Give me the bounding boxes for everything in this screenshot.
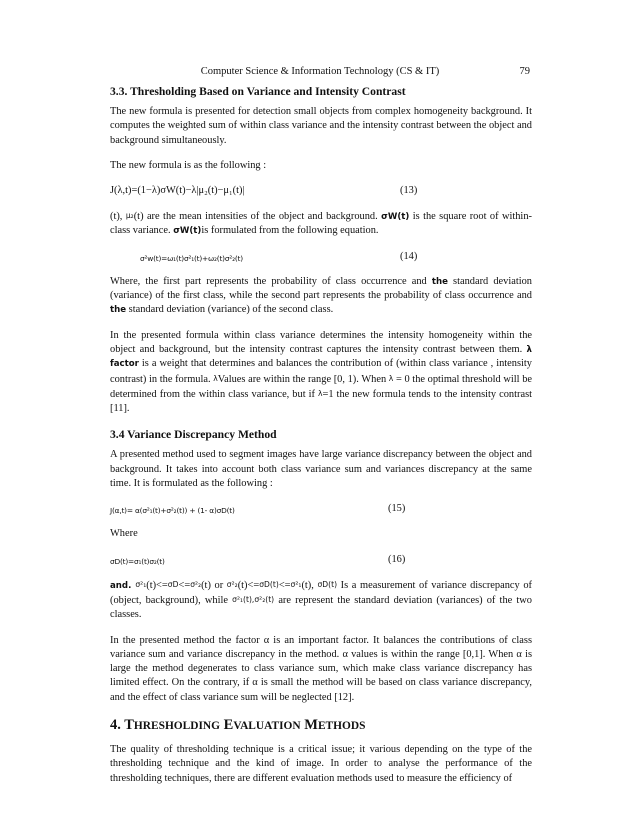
- section-3-4-heading: 3.4 Variance Discrepancy Method: [110, 428, 277, 442]
- sigma-w-symbol: σW(t): [173, 226, 202, 237]
- page-body: [110, 84, 532, 797]
- text-run: Is a measurement of variance discrepancy of (object, background), while: [110, 579, 532, 606]
- and-label: and.: [110, 580, 136, 591]
- section-3-3-paragraph-2: The new formula is as the following :: [110, 159, 267, 171]
- text-run: (t),: [110, 211, 126, 223]
- text-run: are represent the standard deviation (variances) of the two classes.: [110, 594, 532, 621]
- section-3-3-paragraph-1: The new formula is presented for detection small objects from complex homogeneity background. It computes the weighted sum of within class variance and the intensity contrast between the object and background simultaneously.: [110, 106, 532, 146]
- equation-16-formula: σD(t)=σ₁(t)σ₂(t): [110, 556, 165, 566]
- text-run: (t) or: [201, 579, 227, 591]
- equation-15-formula: J(α,t)= α(σ²₁(t)+σ²₂(t)) + (1- α)σD(t): [110, 506, 235, 516]
- equation-13-number: (13): [400, 185, 418, 197]
- equation-15: [110, 502, 532, 518]
- heading-cap: M: [300, 717, 318, 734]
- section-3-3-paragraph-5: [110, 329, 532, 417]
- section-3-3-paragraph-3: [110, 209, 532, 239]
- section-number: 4.: [110, 717, 125, 734]
- sigma-d-t-symbol: σD(t): [317, 579, 338, 589]
- lambda-symbol: λ: [388, 373, 394, 383]
- text-run: is a weight that determines and balances the contribution of (within class variance , intensity contrast) in the formula.: [110, 358, 532, 385]
- equation-16-number: (16): [388, 553, 406, 565]
- section-3-4-paragraph-2: [110, 578, 532, 623]
- equation-14-number: (14): [400, 250, 418, 262]
- heading-cap: E: [220, 717, 234, 734]
- text-run: (t),: [301, 579, 318, 591]
- equation-14-formula: σ²w(t)=ω₁(t)σ²₁(t)+ω₂(t)σ²₂(t): [140, 253, 243, 263]
- lambda-factor-symbol: λ factor: [110, 344, 532, 370]
- the-symbol: the: [110, 305, 127, 316]
- heading-cap: T: [124, 717, 134, 734]
- text-run: is formulated from the following equation.: [201, 225, 379, 237]
- text-run: (t)<=: [146, 579, 168, 591]
- section-3-3-heading: 3.3. Thresholding Based on Variance and Intensity Contrast: [110, 85, 406, 98]
- text-run: Values are within the range [0, 1). When: [217, 373, 389, 385]
- journal-title: Computer Science & Information Technology (CS & IT): [200, 66, 440, 77]
- equation-14: [110, 250, 532, 266]
- text-run: standard deviation (variance) of the first class, while the second part represents the probability of class occurrence and: [110, 275, 532, 302]
- sigma2-squared-symbol: σ²₂: [190, 579, 202, 589]
- sigma-d-symbol: σD: [167, 579, 179, 589]
- equation-16: [110, 553, 532, 569]
- equation-13: [110, 184, 532, 200]
- text-run: <=: [278, 579, 291, 591]
- sigma-d-t-symbol: σD(t): [259, 579, 279, 589]
- sigma2-squared-symbol: σ²₂: [226, 579, 238, 589]
- section-4-paragraph-1: The quality of thresholding technique is a critical issue; it various depending on the type of the thresholding technique and the kind of image. In order to analyse the performance of the thresholding techniques, there are different evaluation methods used to measure the efficiency of: [110, 744, 532, 784]
- text-run: standard deviation (variance) of the second class.: [126, 304, 334, 316]
- section-4-heading: [110, 716, 532, 735]
- the-symbol: the: [431, 276, 448, 287]
- section-3-4-paragraph-1: A presented method used to segment images have large variance discrepancy between the object and background. It takes into account both class variance sum and variances discrepancy at the same time. It is formulated as the following :: [110, 449, 532, 490]
- sigma-pair-symbol: σ²₁(t),σ²₂(t): [232, 594, 275, 604]
- heading-small-caps: HRESHOLDING: [133, 720, 221, 733]
- text-run: = 0 the optimal threshold will be determined from the within class variance, but if: [110, 373, 532, 400]
- text-run: is the square root of within-class variance.: [110, 211, 532, 237]
- lambda-symbol: λ: [317, 388, 323, 398]
- text-run: Where, the first part represents the probability of class occurrence and: [110, 275, 432, 287]
- text-run: =1 the new formula tends to the intensity contrast [11].: [110, 388, 533, 415]
- heading-small-caps: VALUATION: [233, 720, 301, 733]
- text-run: (t)<=: [237, 579, 260, 591]
- heading-small-caps: ETHODS: [317, 720, 366, 733]
- mu2-symbol: μ₂: [125, 211, 134, 221]
- section-3-4-paragraph-3: In the presented method the factor α is an important factor. It balances the contributions of class variance sum and variance discrepancy in the method. α values is within the range [0,1]. When α is large the method degenerates to class variance sum, which make class variance discrepancy has limited effect. On the contrary, if α is small the method will be based on class variance discrepancy, and the effect of class variance sum will be neglected [12].: [110, 634, 532, 703]
- equation-13-formula: J(λ,t)=(1−λ)σW(t)−λ|μ₂(t)−μ₁(t)|: [110, 185, 245, 197]
- text-run: (t) are the mean intensities of the object and background.: [133, 211, 382, 223]
- lambda-symbol: λ: [213, 373, 218, 383]
- page-number: 79: [519, 66, 530, 77]
- text-run: <=: [178, 579, 191, 591]
- text-run: In the presented formula within class variance determines the intensity homogeneity within the object and background, but the intensity contrast captures the intensity contrast between them.: [110, 329, 532, 355]
- sigma1-squared-symbol: σ²₁: [135, 579, 147, 589]
- sigma1-squared-symbol: σ²₁: [290, 579, 302, 589]
- sigma-w-symbol: σW(t): [381, 212, 410, 223]
- section-3-3-paragraph-4: [110, 275, 532, 318]
- equation-15-number: (15): [388, 503, 406, 515]
- where-label: Where: [110, 528, 138, 540]
